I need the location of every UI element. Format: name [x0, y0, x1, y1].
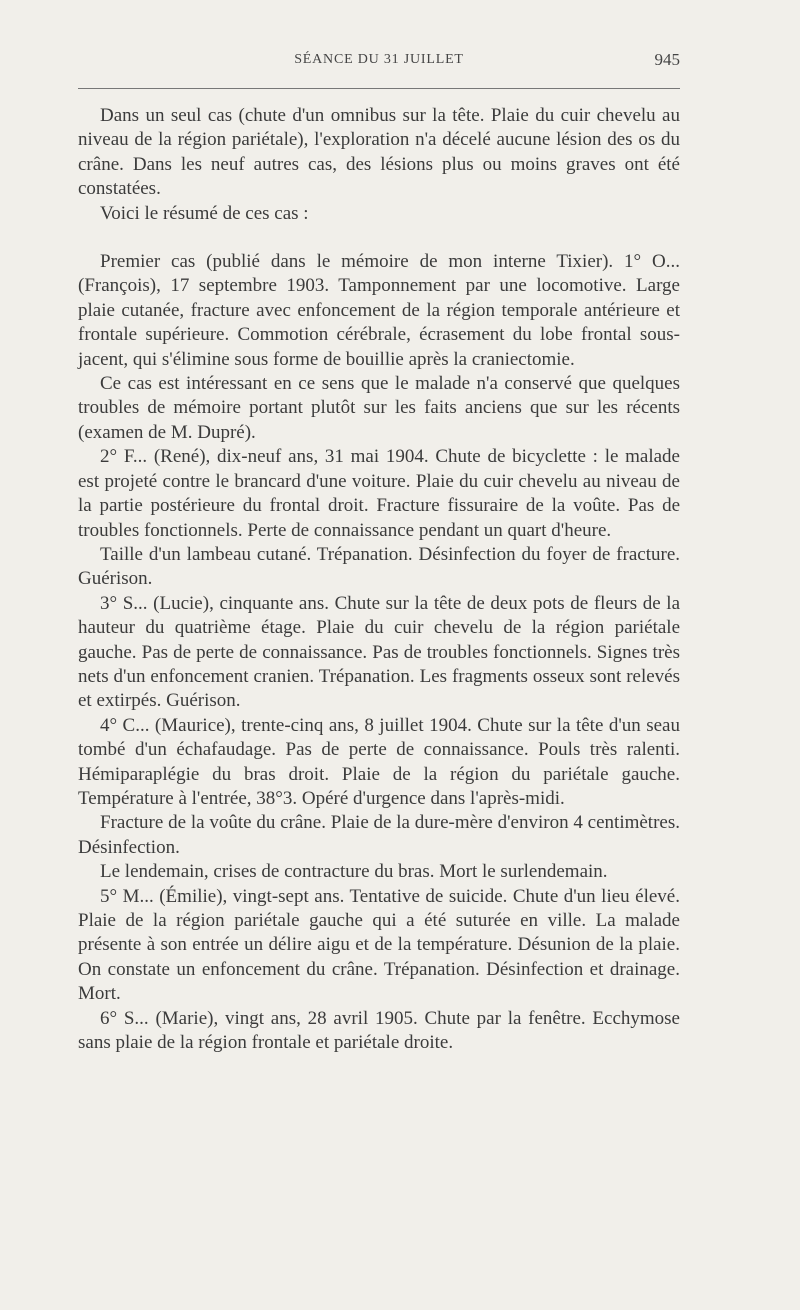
paragraph-case-3: 3° S... (Lucie), cinquante ans. Chute sur la tête de deux pots de fleurs de la hauteur du quatrième étage. Plaie du cuir chevelu de la région pariétale gauche. Pas de perte de connaissance. Pas de troubles fonctionnels. Signes très nets d'un enfoncement cranien. Trépanation. Les fragments osseux sont relevés et extirpés. Guérison.: [78, 592, 680, 712]
paragraph-case-1-note: Ce cas est intéressant en ce sens que le malade n'a conservé que quelques troubles de mémoire portant plutôt sur les faits anciens que sur les récents (examen de M. Dupré).: [78, 373, 680, 443]
paragraph-case-6: 6° S... (Marie), vingt ans, 28 avril 1905. Chute par la fenêtre. Ecchymose sans plaie de la région frontale et pariétale droite.: [78, 1007, 680, 1054]
paragraph-case-4-fracture: Fracture de la voûte du crâne. Plaie de la dure-mère d'environ 4 centimètres. Désinfection.: [78, 812, 680, 858]
paragraph-case-5: 5° M... (Émilie), vingt-sept ans. Tentative de suicide. Chute d'un lieu élevé. Plaie de la région pariétale gauche qui a été suturée en ville. La malade présente à son entrée un délire aigu et de la température. Désunion de la plaie. On constate un enfoncement du crâne. Trépanation. Désinfection et drainage. Mort.: [78, 885, 680, 1005]
paragraph-case-4-outcome: Le lendemain, crises de contracture du bras. Mort le surlendemain.: [100, 861, 608, 883]
header-rule: [78, 88, 680, 89]
paragraph-intro: Dans un seul cas (chute d'un omnibus sur la tête. Plaie du cuir chevelu au niveau de la région pariétale), l'exploration n'a décelé aucune lésion des os du crâne. Dans les neuf autres cas, des lésions plus ou moins graves ont été constatées.: [78, 105, 680, 200]
running-title: SÉANCE DU 31 JUILLET: [294, 52, 464, 67]
paragraph-summary-lead: Voici le résumé de ces cas :: [100, 202, 309, 224]
paragraph-case-2: 2° F... (René), dix-neuf ans, 31 mai 1904. Chute de bicyclette : le malade est projeté contre le brancard d'une voiture. Plaie du cuir chevelu au niveau de la partie postérieure du frontal droit. Fracture fissuraire de la voûte. Pas de troubles fonctionnels. Perte de connaissance pendant un quart d'heure.: [78, 446, 680, 541]
paragraph-case-4: 4° C... (Maurice), trente-cinq ans, 8 juillet 1904. Chute sur la tête d'un seau tombé d'un échafaudage. Pas de perte de connaissance. Pouls très ralenti. Hémiparaplégie du bras droit. Plaie de la région du pariétale gauche. Température à l'entrée, 38°3. Opéré d'urgence dans l'après-midi.: [78, 714, 680, 809]
paragraph-case-2-treatment: Taille d'un lambeau cutané. Trépanation. Désinfection du foyer de fracture. Guérison.: [78, 543, 680, 590]
paragraph-case-1: Premier cas (publié dans le mémoire de mon interne Tixier). 1° O... (François), 17 septembre 1903. Tamponnement par une locomotive. Large plaie cutanée, fracture avec enfoncement de la région temporale antérieure et frontale supérieure. Commotion cérébrale, écrasement du lobe frontal sous-jacent, qui s'élimine sous forme de bouillie après la craniectomie.: [78, 251, 680, 370]
page-header: [78, 50, 680, 74]
page-number: 945: [654, 50, 680, 69]
body-text: [78, 104, 680, 1055]
